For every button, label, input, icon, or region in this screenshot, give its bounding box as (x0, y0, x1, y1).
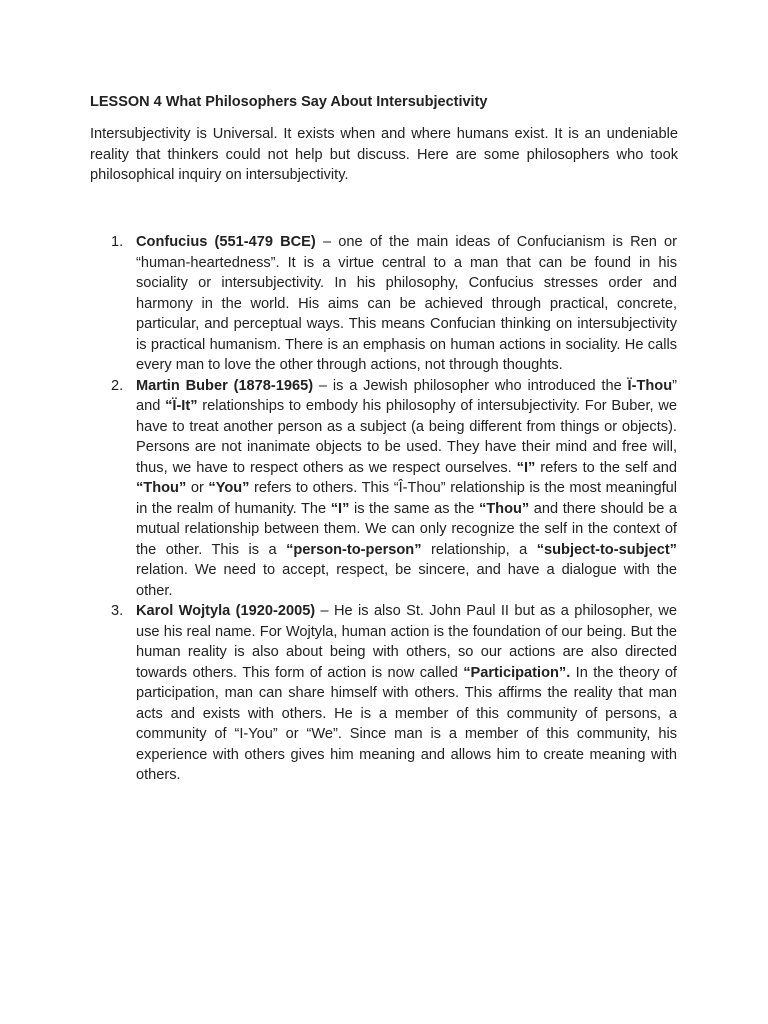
text-run: – He is also St. John Paul II but as a philosopher, we use his real name. For Wojtyla, human action is the foundation of our being. But the human reality is also about being with others, so our actions are also directed towards others. This form of action is now called (136, 603, 677, 681)
text-run: refers to others. This “Î-Thou” relationship is the most meaningful in the realm of humanity. The (136, 480, 677, 517)
text-run: – is a Jewish philosopher who introduced the (313, 377, 628, 394)
bold-term: Ï-Thou (627, 377, 673, 394)
list-item-wojtyla (0, 601, 768, 786)
intro-paragraph: Intersubjectivity is Universal. It exists when and where humans exist. It is an undeniable reality that thinkers could not help but discuss. Here are some philosophers who took philosophical inquiry on intersubjectivity. (90, 126, 678, 183)
bold-term: “I” (330, 500, 350, 517)
text-run: is the same as the (349, 500, 479, 517)
bold-term: “Ï-It” (165, 398, 198, 414)
list-number: 2. (111, 377, 124, 394)
text-run: or (186, 480, 209, 496)
text-run: – one of the main ideas of Confucianism is Ren or “human-heartedness”. It is a virtue central to a man that can be found in his sociality or intersubjectivity. In his philosophy, Confucius stresses order and harmony in the world. His aims can be achieved through practical, concrete, particular, and perceptual ways. This means Confucian thinking on intersubjectivity is practical humanism. There is an emphasis on human actions in sociality. He calls every man to love the other through actions, not through thoughts. (136, 234, 677, 373)
text-run: relationship, a (421, 541, 537, 558)
bold-term: “Thou” (136, 480, 187, 496)
text-run: relation. We need to accept, respect, be sincere, and have a dialogue with the other. (136, 562, 677, 599)
text-run: ” and (136, 377, 677, 414)
bold-term: “You” (208, 480, 250, 496)
philosopher-name: Martin Buber (1878-1965) (136, 377, 314, 394)
list-item-text (136, 376, 677, 602)
list-item-confucius (0, 232, 768, 376)
bold-term: “subject-to-subject” (536, 541, 677, 558)
text-run: In the theory of participation, man can share himself with others. This affirms the reality that man acts and exists with others. He is a member of this community of persons, a community of “I-You” or “We”. Since man is a member of this community, his experience with others gives him meaning and allows him to create meaning with others. (136, 664, 677, 783)
list-item-buber (0, 376, 768, 602)
text-run: relationships to embody his philosophy of intersubjectivity. For Buber, we have to treat another person as a subject (a being different from things or objects). Persons are not inanimate objects to be used. They have their mind and free will, thus, we have to respect others as we respect ourselves. (136, 398, 677, 476)
bold-term: “Thou” (478, 500, 530, 517)
bold-term: “person-to-person” (286, 541, 422, 558)
philosopher-name: Karol Wojtyla (1920-2005) (136, 603, 316, 619)
list-number: 1. (111, 234, 124, 250)
bold-term: “Participation”. (463, 664, 571, 681)
philosopher-name: Confucius (551-479 BCE) (136, 234, 316, 250)
list-item-text (136, 232, 677, 376)
lesson-title: LESSON 4 What Philosophers Say About Intersubjectivity (90, 94, 488, 110)
philosopher-list (0, 232, 768, 786)
list-item-text (136, 601, 677, 786)
text-run: and there should be a mutual relationship between them. We can only recognize the self in the context of the other. This is a (136, 500, 677, 558)
bold-term: “I” (516, 459, 536, 476)
list-number: 3. (111, 603, 124, 619)
text-run: refers to the self and (535, 459, 677, 476)
